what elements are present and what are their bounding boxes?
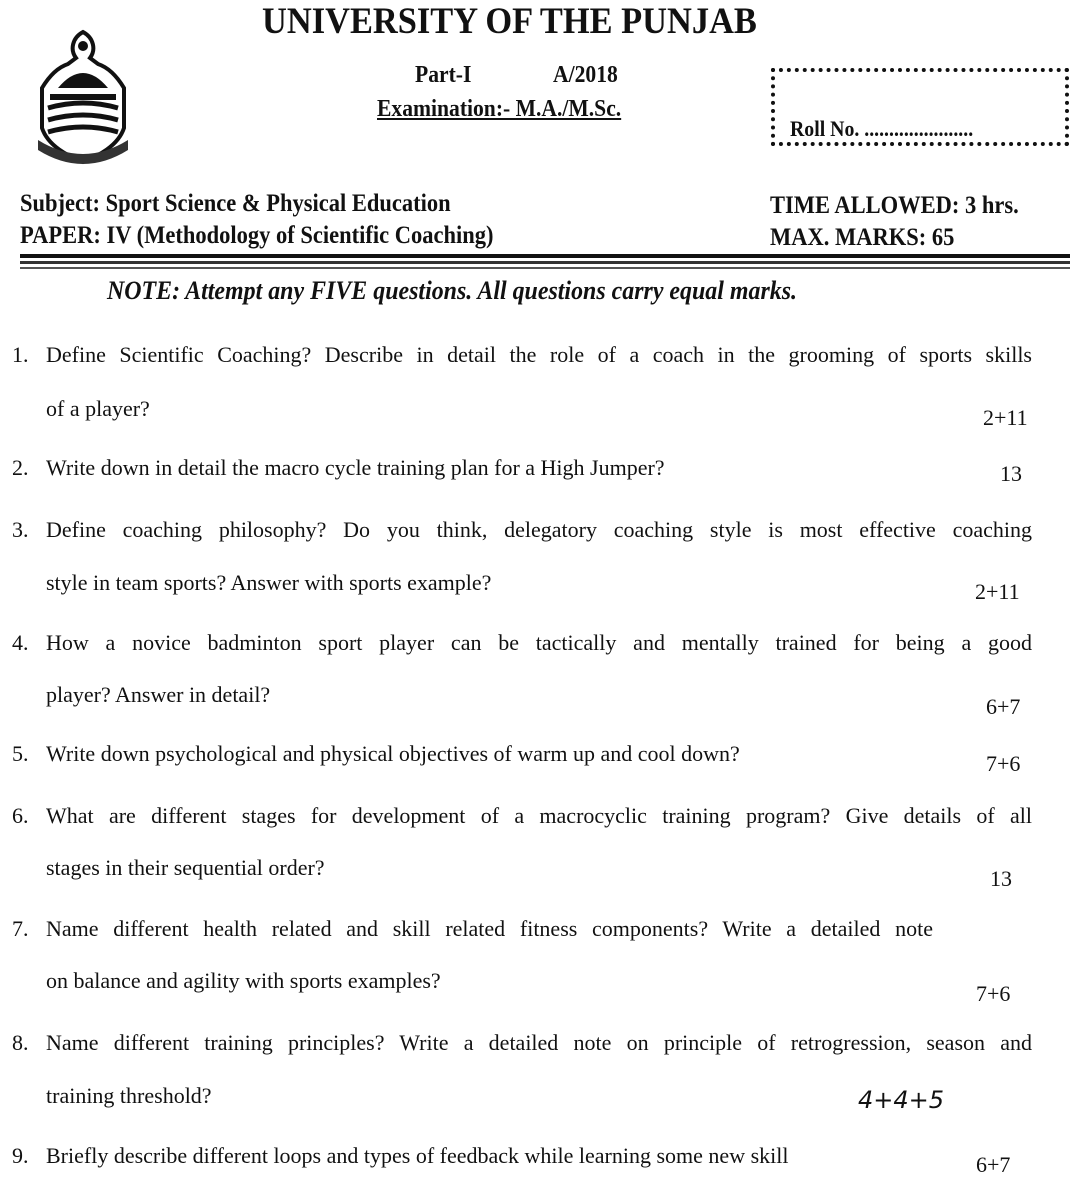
- question-number: 2.: [12, 455, 29, 480]
- question-marks: 4+4+5: [858, 1086, 945, 1114]
- paper-title: PAPER: IV (Methodology of Scientific Coaching): [20, 222, 494, 249]
- exam-session: A/2018: [553, 62, 618, 88]
- question-text: Write down in detail the macro cycle training plan for a High Jumper?: [46, 455, 665, 480]
- university-crest-logo: [28, 28, 138, 166]
- question-text: Name different training principles? Write a detailed note on principle of retrogression, season and: [46, 1030, 1032, 1055]
- university-title: UNIVERSITY OF THE PUNJAB: [262, 1, 757, 42]
- question-number: 7.: [12, 916, 29, 941]
- max-marks: MAX. MARKS: 65: [770, 224, 955, 251]
- question-text: Briefly describe different loops and types of feedback while learning some new skill: [46, 1143, 789, 1168]
- question-text: stages in their sequential order?: [46, 855, 325, 880]
- question-marks: 6+7: [986, 694, 1021, 719]
- question-marks: 13: [1000, 461, 1022, 486]
- question-text: player? Answer in detail?: [46, 682, 271, 707]
- question-marks: 13: [990, 866, 1012, 891]
- question-number: 3.: [12, 517, 29, 542]
- question-number: 9.: [12, 1143, 29, 1168]
- question-text: Define Scientific Coaching? Describe in detail the role of a coach in the grooming of sports skills: [46, 342, 1032, 367]
- question-text: style in team sports? Answer with sports example?: [46, 570, 492, 595]
- divider: [20, 261, 1070, 264]
- question-number: 5.: [12, 741, 29, 766]
- question-number: 1.: [12, 342, 29, 367]
- question-text: Write down psychological and physical objectives of warm up and cool down?: [46, 741, 740, 766]
- question-number: 8.: [12, 1030, 29, 1055]
- instructions-note: NOTE: Attempt any FIVE questions. All questions carry equal marks.: [107, 276, 798, 305]
- exam-part: Part-I: [415, 62, 472, 88]
- question-marks: 2+11: [975, 579, 1020, 604]
- roll-number-field: Roll No. ......................: [790, 116, 974, 141]
- time-allowed: TIME ALLOWED: 3 hrs.: [770, 192, 1019, 219]
- question-number: 6.: [12, 803, 29, 828]
- question-text: Name different health related and skill related fitness components? Write a detailed note: [46, 916, 933, 941]
- examination-name: Examination:- M.A./M.Sc.: [377, 96, 622, 122]
- subject: Subject: Sport Science & Physical Education: [20, 190, 451, 217]
- divider: [20, 267, 1070, 269]
- question-text: of a player?: [46, 396, 150, 421]
- question-text: on balance and agility with sports examples?: [46, 968, 441, 993]
- question-marks: 2+11: [983, 405, 1028, 430]
- question-marks: 6+7: [976, 1152, 1011, 1177]
- question-marks: 7+6: [986, 751, 1021, 776]
- divider: [20, 254, 1070, 258]
- question-text: How a novice badminton sport player can be tactically and mentally trained for being a good: [46, 630, 1032, 655]
- question-text: training threshold?: [46, 1083, 212, 1108]
- question-marks: 7+6: [976, 981, 1011, 1006]
- question-number: 4.: [12, 630, 29, 655]
- question-text: Define coaching philosophy? Do you think, delegatory coaching style is most effective coaching: [46, 517, 1032, 542]
- question-text: What are different stages for development of a macrocyclic training program? Give details of all: [46, 803, 1032, 828]
